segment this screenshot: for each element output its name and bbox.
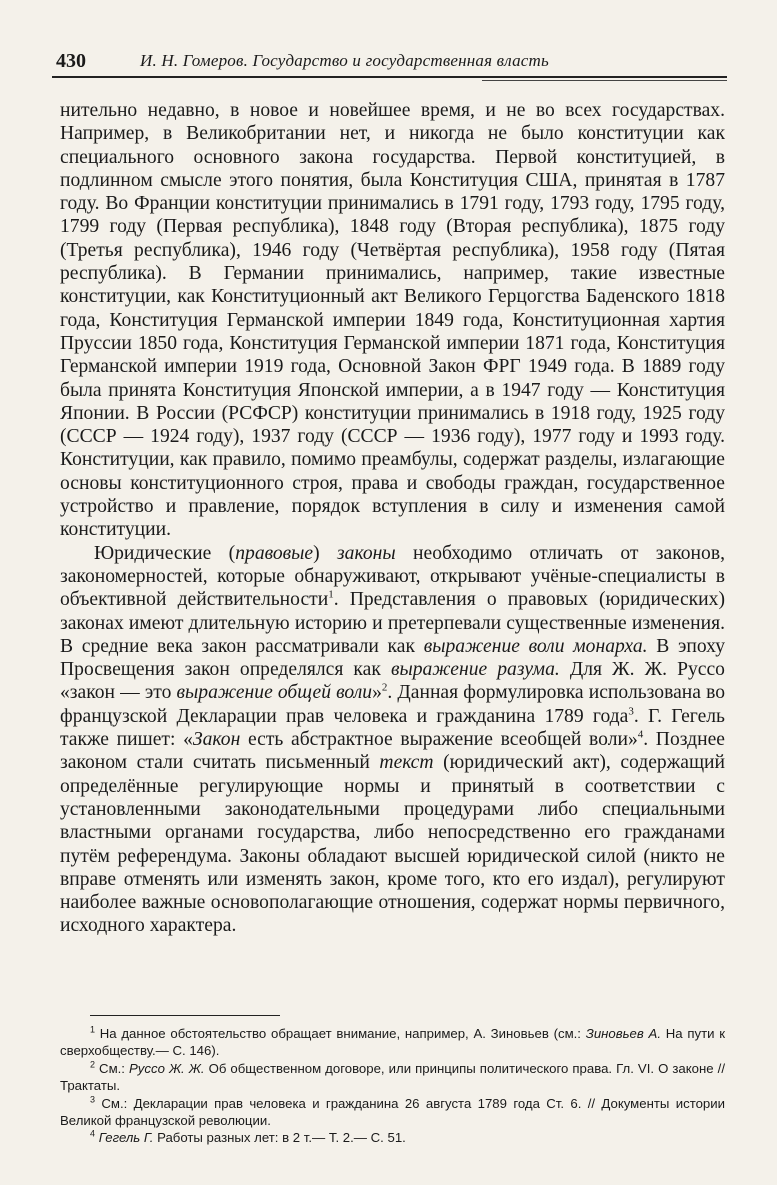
footnote-ref-4: 4 — [637, 728, 644, 741]
footnote-rule — [90, 1015, 280, 1016]
page-number: 430 — [56, 50, 86, 72]
page-header — [52, 42, 727, 72]
footnote-ref-1: 1 — [328, 588, 334, 601]
footnote-1: $^1$ На данное обстоятельство обращает внимание, например, А. Зиновьев (см.: Зиновьев А. На пути к сверхобществу.— С. 146). — [60, 1024, 725, 1059]
footnote-4: $^4$ Гегель Г. Работы разных лет: в 2 т.— Т. 2.— С. 51. — [90, 1129, 406, 1146]
paragraph-laws: Юридические (правовые) законы необходимо отличать от законов, закономерностей, которые обнаруживают, открывают учёные-специалисты в объективной действительности$^1$. Представления о правовых (юридических) законах имеют длительную историю и претерпевали существенные изменения. В средние века закон рассматривали как выражение воли монарха. В эпоху Просвещения закон определялся как выражение разума. Для Ж. Ж. Руссо «закон — это выражение общей воли»$^2$. Данная формулировка использована во французской Декларации прав человека и гражданина 1789 года$^3$. Г. Гегель также пишет: «Закон есть абстрактное выражение всеобщей воли»$^4$. Позднее законом стали считать письменный текст (юридический акт), содержащий определённые регулирующие нормы и принятый в соответствии с установленными законодательными процедурами либо специальными властными органами государства, либо непосредственно его гражданами путём референдума. Законы обладают высшей юридической силой (никто не вправе отменять или изменять закон, кроме того, кто его издал), регулируют наиболее важные основополагающие отношения, содержат нормы первичного, исходного характера. — [60, 542, 726, 937]
footnote-ref-3: 3 — [628, 705, 634, 718]
running-title: И. Н. Гомеров. Государство и государственная власть — [140, 51, 549, 70]
header-rule — [52, 76, 727, 78]
paragraph-constitutions: нительно недавно, в новое и новейшее время, и не во всех государствах. Например, в Великобритании нет, и никогда не было конституции как специального основного закона государства. Первой конституцией, в подлинном смысле этого понятия, была Конституция США, принятая в 1787 году. Во Франции конституции принимались в 1791 году, 1793 году, 1795 году, 1799 году (Первая республика), 1848 году (Вторая республика), 1875 году (Третья республика), 1946 году (Четвёртая республика), 1958 году (Пятая республика). В Германии принимались, например, такие известные конституции, как Конституционный акт Великого Герцогства Баденского 1818 года, Конституция Германской империи 1849 года, Конституционная хартия Пруссии 1850 года, Конституция Германской империи 1871 года, Конституция Германской империи 1919 года, Основной Закон ФРГ 1949 года. В 1889 году была принята Конституция Японской империи, а в 1947 году — Конституция Японии. В России (РСФСР) конституции принимались в 1918 году, 1925 году (СССР — 1924 году), 1937 году (СССР — 1936 году), 1977 году и 1993 году. Конституции, как правило, помимо преамбулы, содержат разделы, излагающие основы конституционного строя, права и свободы граждан, государственное устройство и правление, порядок вступления в силу и изменения самой конституции. — [60, 100, 725, 541]
footnote-3: $^3$ См.: Декларации прав человека и гражданина 26 августа 1789 года Ст. 6. // Документы истории Великой французской революции. — [60, 1094, 725, 1129]
footnote-ref-2: 2 — [381, 681, 388, 694]
header-rule-secondary — [482, 80, 727, 81]
footnotes — [60, 1025, 725, 1147]
footnote-2: $^2$ См.: Руссо Ж. Ж. Об общественном договоре, или принципы политического права. Гл. VI. О законе // Трактаты. — [60, 1059, 725, 1094]
main-text — [60, 99, 725, 938]
